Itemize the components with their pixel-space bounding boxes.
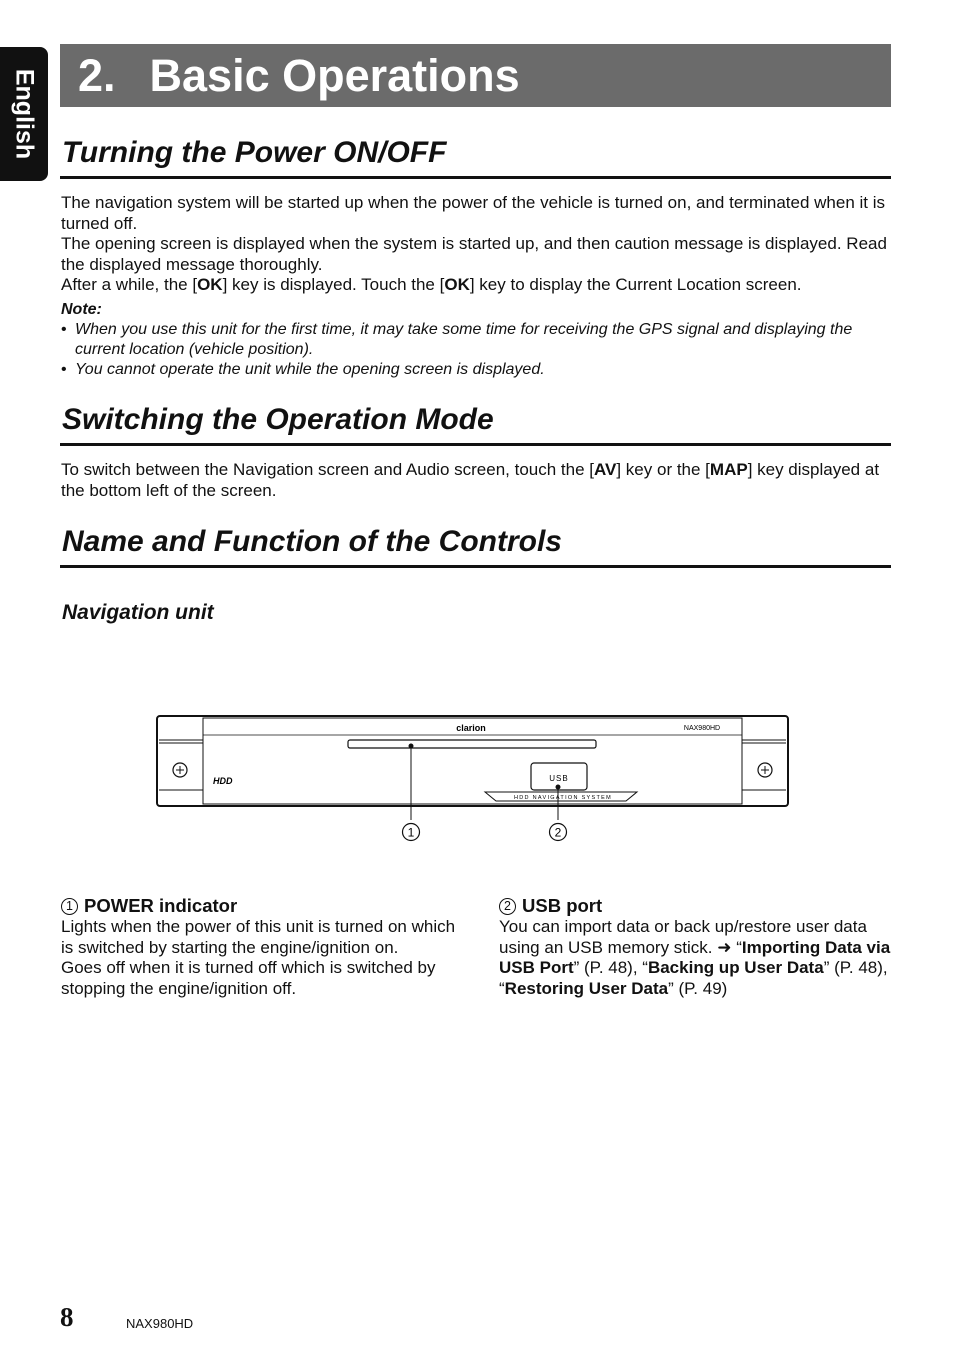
reference-backing-up: Backing up User Data	[647, 958, 824, 977]
note-item: • You cannot operate the unit while the opening screen is displayed.	[61, 360, 891, 380]
text-run: You can import data or back up/restore user data using an USB memory stick.	[499, 917, 867, 957]
brand-logo: clarion	[456, 723, 486, 733]
subsection-title: Navigation unit	[62, 601, 214, 624]
control-number-1: 1	[61, 898, 78, 915]
chapter-title: Basic Operations	[149, 49, 520, 101]
navigation-unit-illustration	[150, 700, 800, 850]
language-tab-label: English	[10, 68, 39, 160]
control-title-power	[61, 895, 456, 917]
callout-marker-2	[550, 824, 567, 841]
left-screw-icon	[173, 763, 187, 777]
mode-paragraph	[61, 460, 891, 501]
text-run: “	[731, 937, 742, 957]
footer-model: NAX980HD	[126, 1316, 194, 1331]
section-title-mode: Switching the Operation Mode	[60, 403, 891, 446]
text-run: ] key displayed at the bottom left of the screen.	[61, 460, 880, 500]
ok-key-label: OK	[444, 275, 470, 294]
right-screw-icon	[758, 763, 772, 777]
text-run: To switch between the Navigation screen and Audio screen, touch the [	[61, 460, 594, 479]
usb-port-label: USB	[549, 774, 569, 783]
power-indicator-desc-1: Lights when the power of this unit is turned on which is switched by starting the engine/ignition on.	[61, 917, 456, 957]
callout-marker-1	[403, 824, 420, 841]
reference-importing-data: Importing Data via USB Port	[499, 937, 891, 977]
callout-number-1: 1	[407, 825, 415, 840]
section-title-power: Turning the Power ON/OFF	[60, 136, 891, 179]
power-paragraph-3	[61, 275, 891, 296]
system-label: HDD NAVIGATION SYSTEM	[514, 795, 612, 801]
page-number: 8	[60, 1302, 74, 1332]
usb-port-desc	[499, 917, 891, 999]
chapter-number: 2.	[78, 49, 116, 101]
ok-key-label: OK	[197, 275, 223, 294]
text-run: ” (P. 49)	[668, 978, 728, 998]
text-run: ] key is displayed. Touch the [	[222, 275, 445, 294]
control-name-power: POWER indicator	[84, 895, 238, 916]
hdd-logo: HDD	[213, 776, 233, 786]
text-run: ” (P. 48), “	[499, 958, 888, 998]
language-tab	[0, 47, 48, 181]
note-item: • When you use this unit for the first time, it may take some time for receiving the GPS signal and displaying the current location (vehicle position).	[61, 320, 891, 360]
callout-number-2: 2	[554, 825, 562, 840]
control-item-usb	[499, 895, 891, 999]
power-paragraph-1: The navigation system will be started up when the power of the vehicle is turned on, and terminated when it is turned off.	[61, 193, 886, 233]
control-name-usb: USB port	[522, 895, 603, 916]
text-run: ] key to display the Current Location screen.	[469, 275, 802, 294]
chapter-heading	[60, 44, 891, 107]
text-run: After a while, the [	[61, 275, 198, 294]
disc-slot	[348, 740, 596, 748]
text-run: ” (P. 48), “	[573, 958, 648, 977]
control-item-power	[61, 895, 456, 999]
arrow-icon: ➜	[717, 937, 732, 957]
note-list	[61, 320, 891, 380]
power-paragraph-2: The opening screen is displayed when the system is started up, and then caution message is displayed. Read the displayed message thoroughly.	[61, 234, 887, 274]
control-number-2: 2	[499, 898, 516, 915]
device-model-label: NAX980HD	[683, 725, 721, 732]
note-label: Note:	[61, 301, 102, 318]
text-run: ] key or the [	[616, 460, 710, 479]
section-title-controls: Name and Function of the Controls	[60, 525, 891, 568]
map-key-label: MAP	[709, 460, 748, 479]
control-title-usb	[499, 895, 891, 917]
av-key-label: AV	[594, 460, 617, 479]
reference-restoring: Restoring User Data	[504, 978, 669, 998]
power-indicator-desc-2: Goes off when it is turned off which is switched by stopping the engine/ignition off.	[61, 958, 436, 998]
